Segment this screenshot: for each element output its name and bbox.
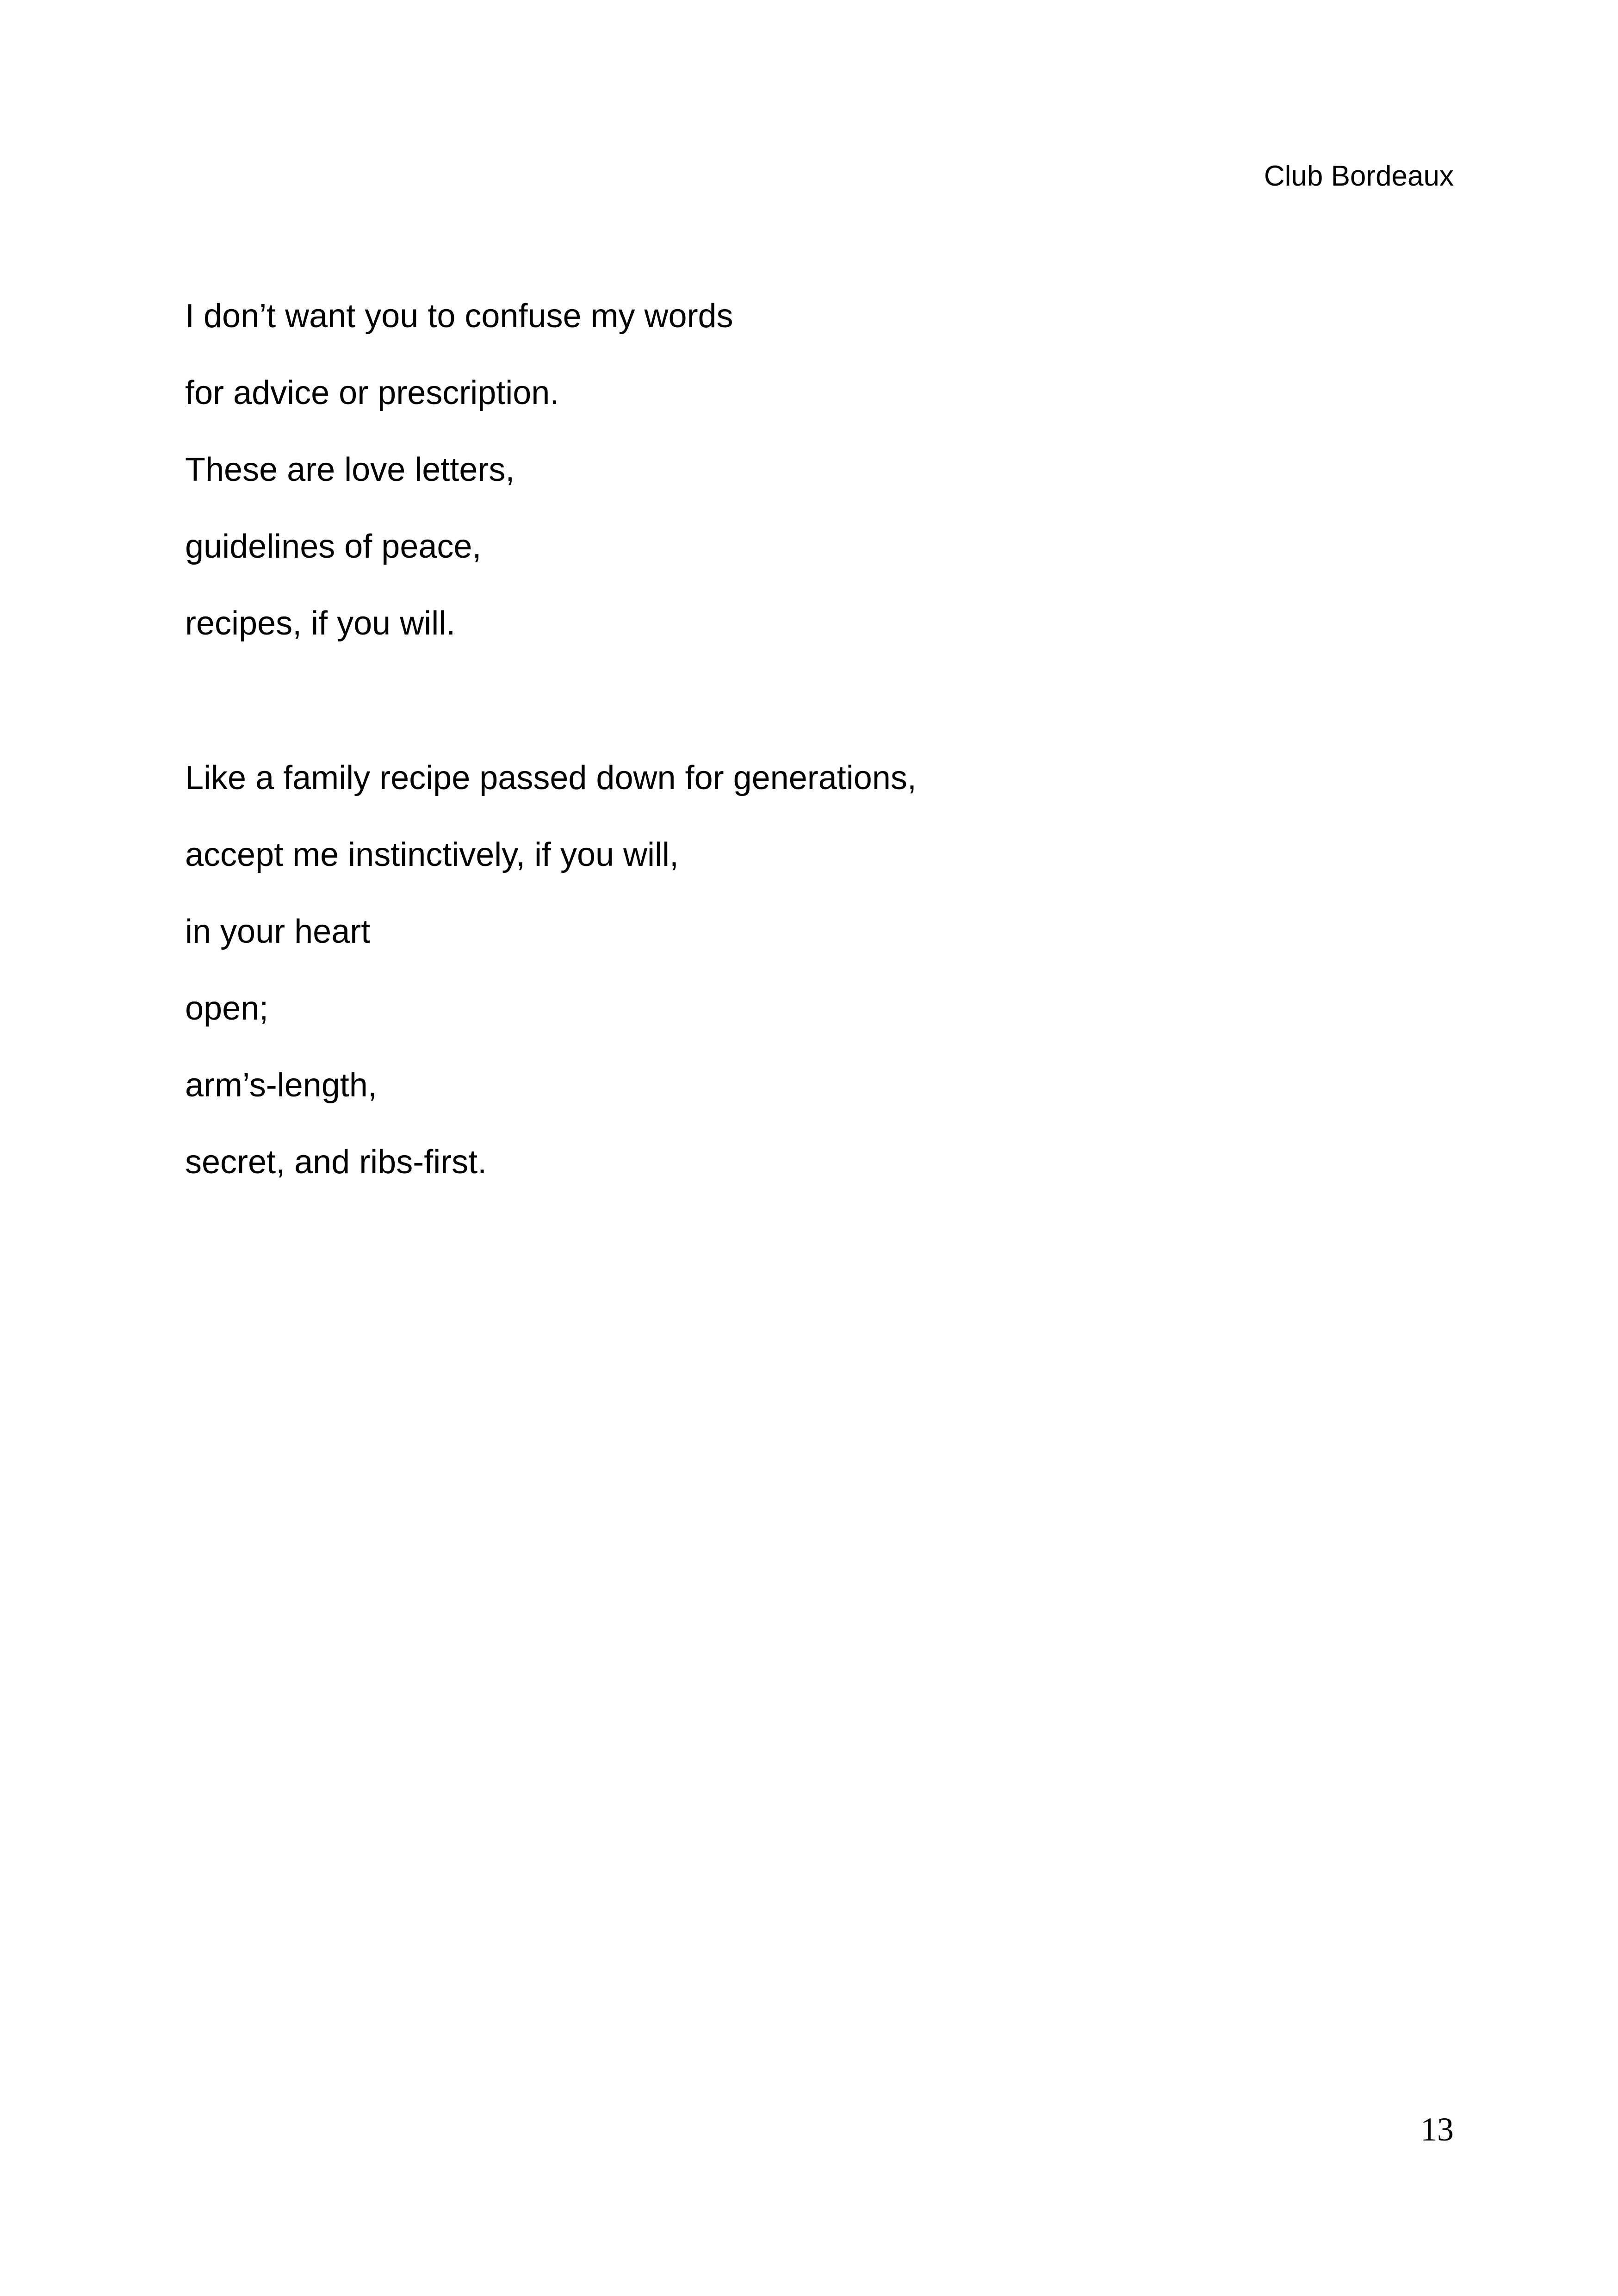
- poem-line: open;: [185, 990, 269, 1027]
- poem-body: [185, 278, 1434, 1201]
- poem-line: These are love letters,: [185, 451, 515, 488]
- page-number: 13: [1420, 2111, 1454, 2148]
- running-header: Club Bordeaux: [1264, 160, 1454, 192]
- poem-line: arm’s-length,: [185, 1067, 377, 1104]
- poem-line: for advice or prescription.: [185, 374, 559, 411]
- poem-line: I don’t want you to confuse my words: [185, 298, 733, 335]
- poem-line: recipes, if you will.: [185, 605, 456, 642]
- poem-line: guidelines of peace,: [185, 528, 482, 565]
- poem-line: accept me instinctively, if you will,: [185, 836, 679, 873]
- stanza-2: [185, 740, 1434, 1201]
- poem-line: Like a family recipe passed down for generations,: [185, 759, 917, 796]
- poem-line: in your heart: [185, 913, 371, 950]
- stanza-1: [185, 278, 1434, 662]
- poem-line: secret, and ribs-first.: [185, 1144, 487, 1181]
